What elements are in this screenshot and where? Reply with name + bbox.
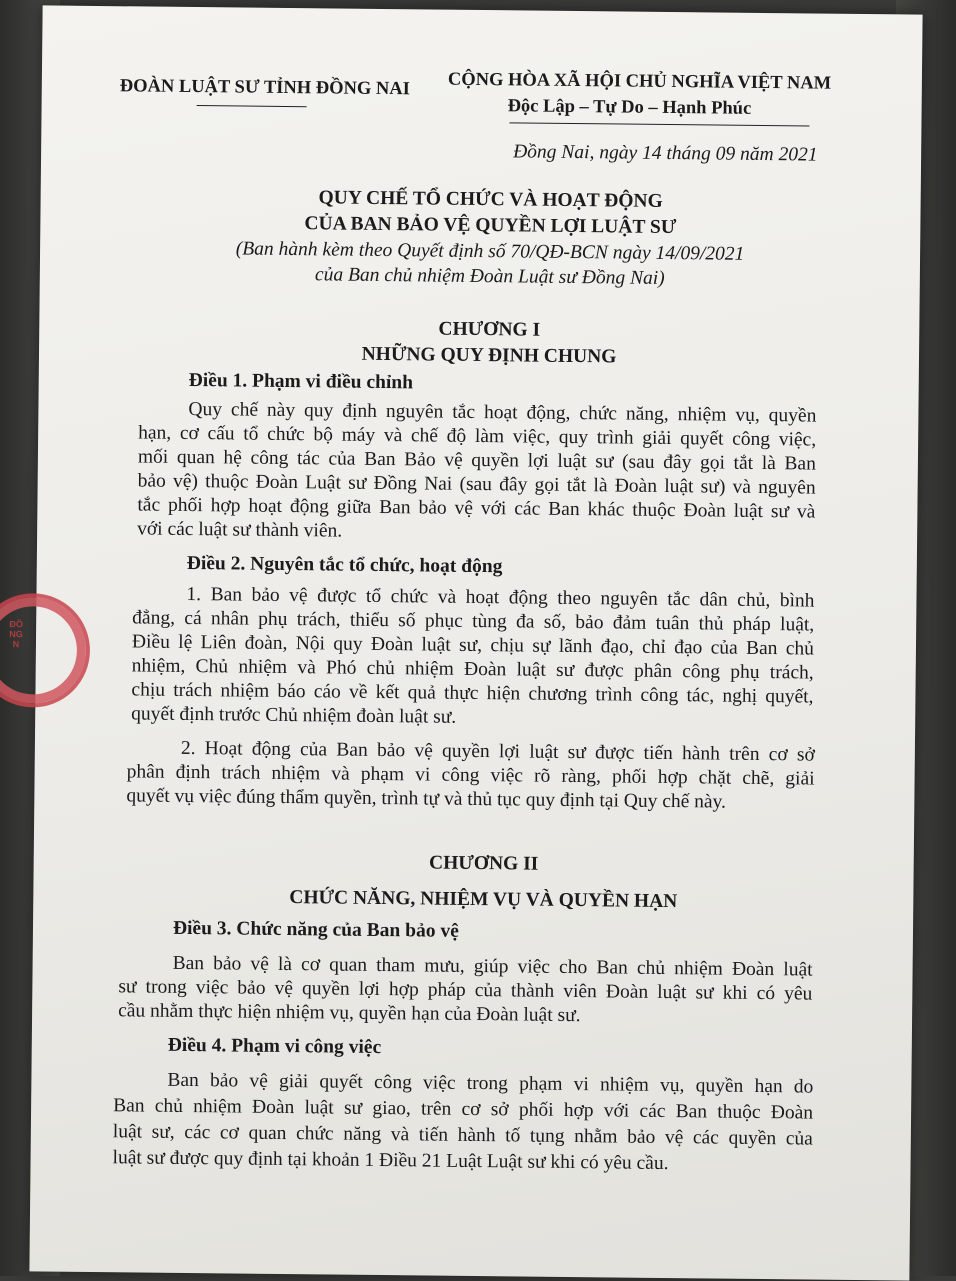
article1-line: bảo vệ) thuộc Đoàn Luật sư Đồng Nai (sau đây gọi tắt là Đoàn luật sư) và nguyên [137,470,816,499]
chapter1-name: NHỮNG QUY ĐỊNH CHUNG [361,343,617,368]
article4-line: Ban chủ nhiệm Đoàn luật sư giao, trên cơ sở phối hợp với các Ban thuộc Đoàn [113,1095,814,1124]
chapter2-label: CHƯƠNG II [428,852,539,875]
article4-line: luật sư, các cơ quan chức năng và tiến hành tố tụng nhằm bảo vệ các quyền của [112,1121,813,1150]
article3-line: Ban bảo vệ là cơ quan tham mưu, giúp việc cho Ban chủ nhiệm Đoàn luật [172,952,813,981]
article2-p2-line: 2. Hoạt động của Ban bảo vệ quyền lợi luật sư được tiến hành trên cơ sở [180,737,815,766]
republic-name: CỘNG HÒA XÃ HỘI CHỦ NGHĨA VIỆT NAM [447,69,832,94]
article1-line: với các luật sư thành viên. [137,518,343,542]
motto-underline [509,122,809,126]
article2-p1-line: nhiệm, Chủ nhiệm và Phó chủ nhiệm Đoàn luật sư được phân công phụ trách, [131,655,814,684]
article3-line: cầu nhằm thực hiện nhiệm vụ, quyền hạn của Đoàn luật sư. [118,1000,581,1027]
article2-p1-line: 1. Ban bảo vệ được tổ chức và hoạt động theo nguyên tắc dân chủ, bình [186,583,815,612]
article2-p1-line: Điều lệ Liên đoàn, Nội quy Đoàn luật sư, chịu sự lãnh đạo, chỉ đạo của Ban chủ [131,631,815,660]
org-name: ĐOÀN LUẬT SƯ TỈNH ĐỒNG NAI [119,76,410,100]
national-motto: Độc Lập – Tự Do – Hạnh Phúc [507,96,752,119]
article1-line: hạn, cơ cấu tổ chức bộ máy và chế độ làm việc, quy trình giải quyết công việc, [138,422,817,451]
article1-line: Quy chế này quy định nguyên tắc hoạt động, chức năng, nhiệm vụ, quyền [188,398,817,427]
article2-p2-line: phân định trách nhiệm và phạm vi công việc rõ ràng, phối hợp chặt chẽ, giải [126,761,815,790]
red-seal-stamp [0,593,90,708]
org-underline [197,105,307,107]
article3-heading: Điều 3. Chức năng của Ban bảo vệ [172,917,459,942]
article2-p2-line: quyết vụ việc đúng thẩm quyền, trình tự và thủ tục quy định tại Quy chế này. [126,785,727,813]
article4-line: Ban bảo vệ giải quyết công việc trong phạm vi nhiệm vụ, quyền hạn do [167,1069,814,1098]
doc-title-line1: QUY CHẾ TỔ CHỨC VÀ HOẠT ĐỘNG [318,187,663,212]
article4-heading: Điều 4. Phạm vi công việc [167,1034,382,1059]
document-page [9,5,922,1280]
article1-line: mối quan hệ công tác của Ban Bảo vệ quyền lợi luật sư (sau đây gọi tắt là Ban [137,446,817,475]
chapter2-name: CHỨC NĂNG, NHIỆM VỤ VÀ QUYỀN HẠN [289,887,678,913]
article4-line: luật sư được quy định tại khoản 1 Điều 21 Luật Luật sư khi có yêu cầu. [112,1147,669,1175]
article2-heading: Điều 2. Nguyên tắc tổ chức, hoạt động [186,552,503,578]
article2-p1-line: đẳng, cá nhân phụ trách, thiểu số phục tùng đa số, bảo đảm tuân thủ pháp luật, [132,607,815,636]
chapter1-label: CHƯƠNG I [438,318,541,341]
article2-p1-line: quyết định trước Chủ nhiệm đoàn luật sư. [131,703,457,728]
article3-line: sư trong việc bảo vệ quyền lợi hợp pháp của thành viên Đoàn luật sư khi có yêu [118,976,813,1005]
article1-heading: Điều 1. Phạm vi điều chỉnh [188,369,414,394]
stamp-text: ĐỒNG N [9,619,23,650]
article1-line: tắc phối hợp hoạt động giữa Ban bảo vệ với các Ban khác thuộc Đoàn luật sư và [137,494,816,523]
article2-p1-line: chịu trách nhiệm báo cáo về kết quả thực hiện chương trình công tác, nghị quyết, [131,679,814,708]
document-date: Đồng Nai, ngày 14 tháng 09 năm 2021 [513,141,818,166]
doc-title-line2: CỦA BAN BẢO VỆ QUYỀN LỢI LUẬT SƯ [304,213,677,239]
doc-subtitle-line2: của Ban chủ nhiệm Đoàn Luật sư Đồng Nai) [314,264,665,289]
doc-subtitle-line1: (Ban hành kèm theo Quyết định số 70/QĐ-BCN ngày 14/09/2021 [235,238,745,265]
